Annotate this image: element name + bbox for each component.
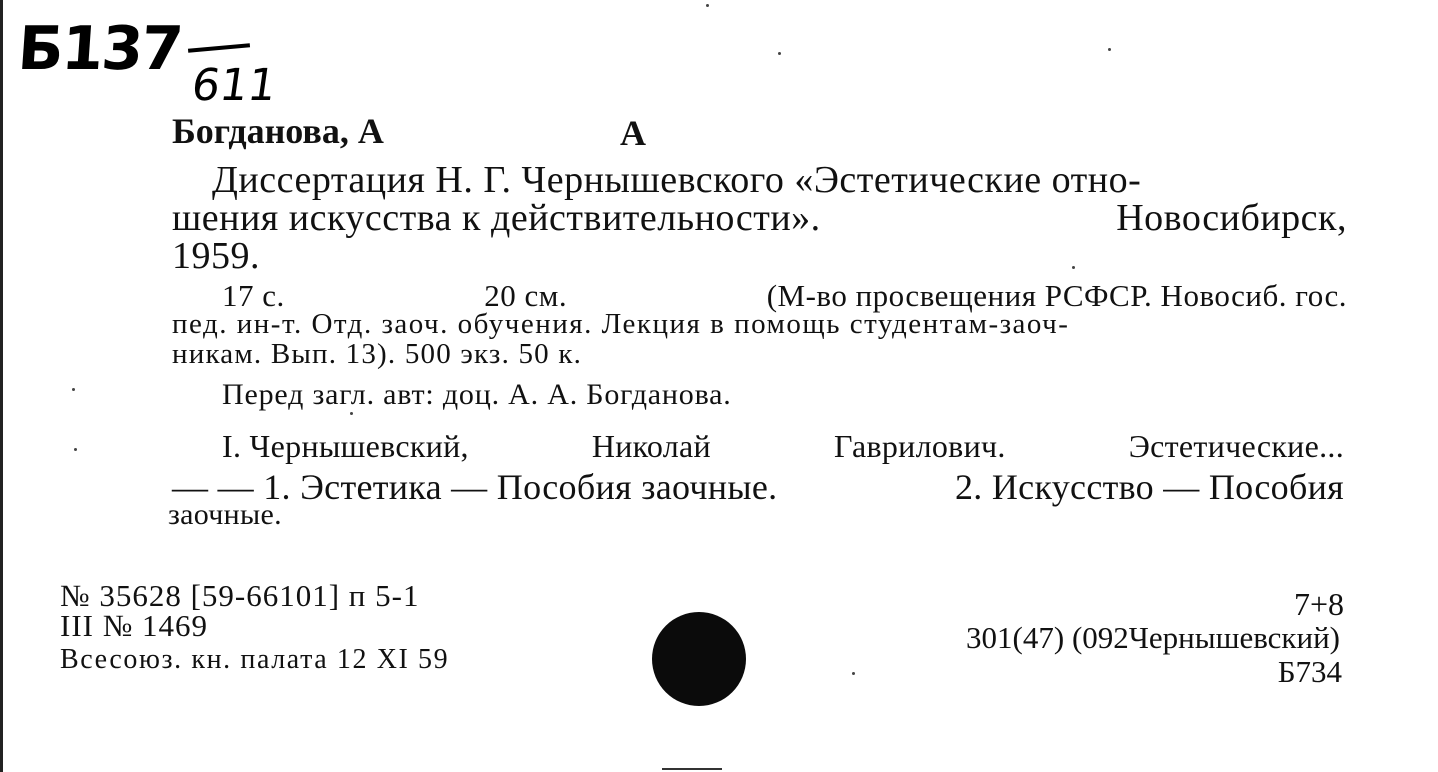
handwritten-number: 611 xyxy=(188,60,280,111)
punch-hole xyxy=(652,612,746,706)
handwritten-call-mark: Б137 xyxy=(15,14,184,84)
collation-line-2: пед. ин-т. Отд. заоч. обучения. Лекция в помощь студентам-заоч- xyxy=(172,308,1070,340)
classification-code: 301(47) (092Чернышевский) xyxy=(966,620,1340,655)
title-year: 1959. xyxy=(172,235,260,277)
speck xyxy=(778,52,781,55)
subject-first-name: Николай xyxy=(591,428,711,464)
card-bottom-edge xyxy=(662,768,722,770)
subject-line-2 xyxy=(172,466,1344,508)
author-heading: Богданова, А xyxy=(172,111,384,151)
title-line-2-left: шения искусства к действительности». xyxy=(172,197,821,239)
card-left-edge xyxy=(0,0,3,772)
handwritten-overline xyxy=(188,43,250,52)
speck xyxy=(350,412,353,415)
author-letter: А xyxy=(620,113,646,153)
collation-size: 20 см. xyxy=(484,278,568,313)
code-top: 7+8 xyxy=(1293,586,1344,622)
collation-series: (М-во просвещения РСФСР. Новосиб. гос. xyxy=(766,278,1347,313)
title-line-2 xyxy=(172,196,1347,240)
collation-line-3: никам. Вып. 13). 500 экз. 50 к. xyxy=(172,338,583,370)
subject-numeral: I. Чернышевский, xyxy=(222,428,469,464)
subject-patronymic: Гаврилович. xyxy=(833,428,1006,464)
speck xyxy=(852,672,855,675)
book-chamber-line: Всесоюз. кн. палата 12 XI 59 xyxy=(60,644,450,675)
speck xyxy=(706,4,709,7)
title-place: Новосибирск, xyxy=(1116,197,1347,239)
author-mark: Б734 xyxy=(1277,654,1342,689)
card-number: № 35628 [59-66101] п 5-1 xyxy=(60,578,420,613)
subject-heading-2: 2. Искусство — Пособия xyxy=(954,467,1344,507)
subject-heading-1: — — 1. Эстетика — Пособия заочные. xyxy=(172,467,778,507)
title-line-1: Диссертация Н. Г. Чернышевского «Эстетические отно- xyxy=(212,159,1142,201)
subject-title-word: Эстетические... xyxy=(1128,428,1344,464)
speck xyxy=(1108,48,1111,51)
speck xyxy=(1072,266,1075,269)
author-note: Перед загл. авт: доц. А. А. Богданова. xyxy=(222,378,732,411)
speck xyxy=(72,388,75,391)
subject-line-3: заочные. xyxy=(168,498,282,531)
speck xyxy=(74,448,77,451)
subject-line-1 xyxy=(222,428,1344,465)
print-number: III № 1469 xyxy=(60,608,209,643)
collation-pages: 17 с. xyxy=(222,278,285,313)
